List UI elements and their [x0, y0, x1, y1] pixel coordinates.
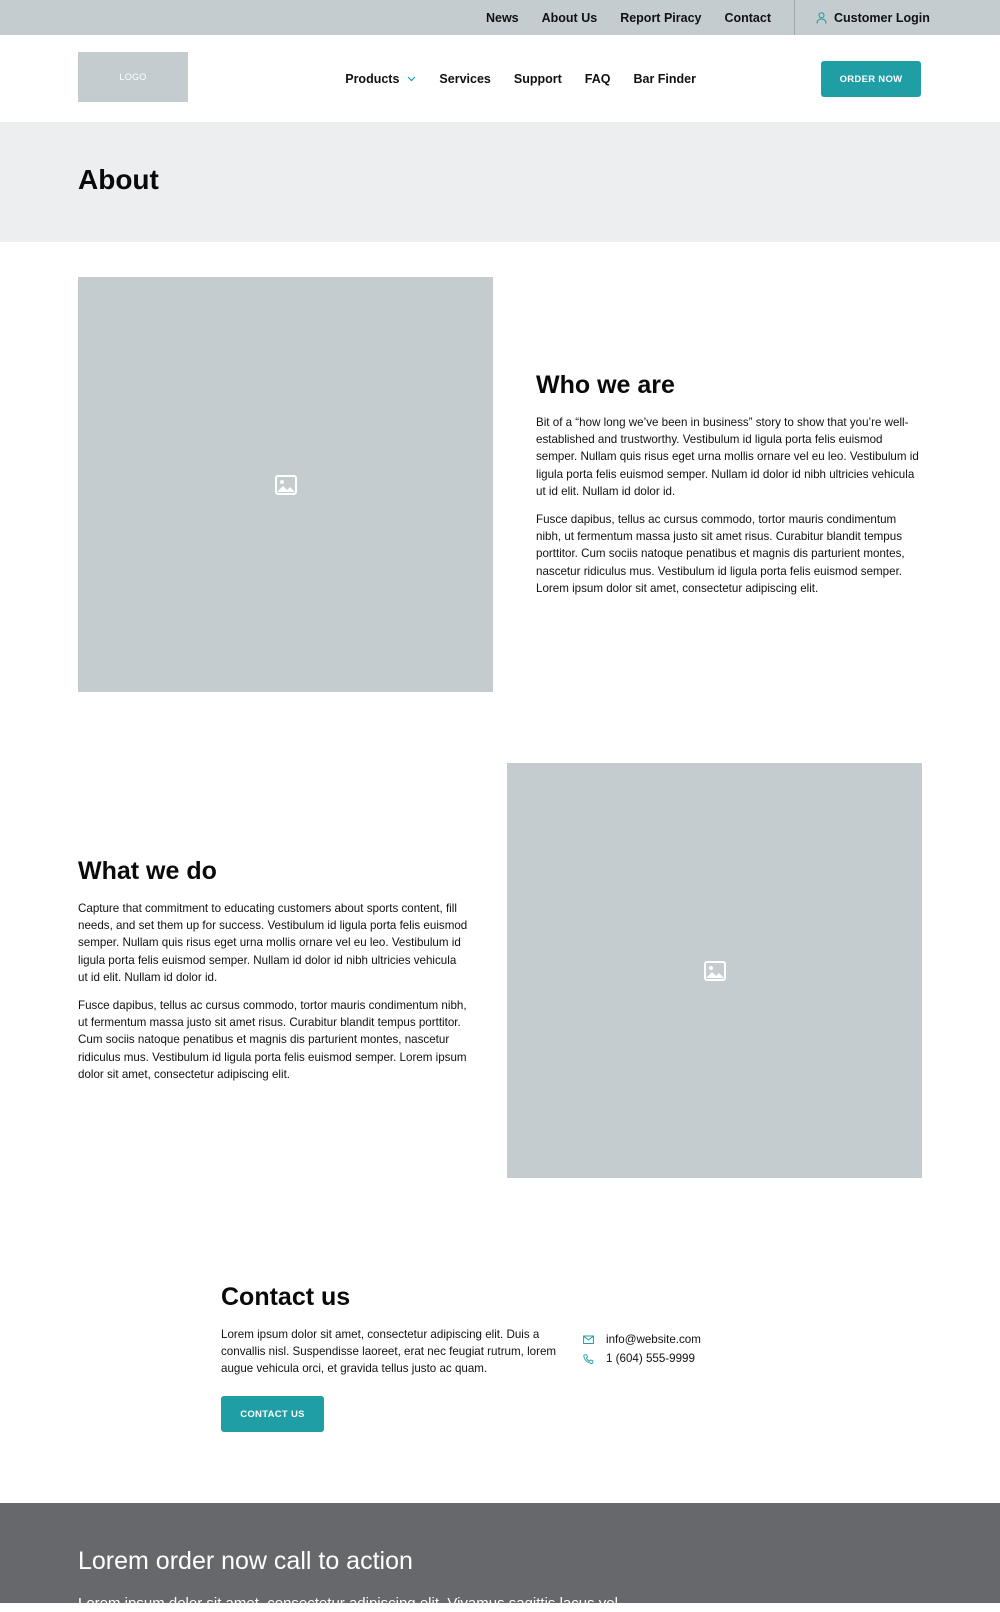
contact-email: info@website.com: [606, 1333, 701, 1346]
what-we-do-paragraph-2: Fusce dapibus, tellus ac cursus commodo, tortor mauris condimentum nibh, ut fermentum massa justo sit amet risus. Curabitur blandit tempus porttitor. Cum sociis natoque penatibus et magnis dis parturient montes, nascetur ridiculus mus. Vestibulum id ligula porta felis euismod semper. Lorem ipsum dolor sit amet, consectetur adipiscing elit.: [78, 999, 467, 1081]
image-icon: [704, 961, 726, 981]
what-we-do-image: [507, 763, 922, 1178]
logo[interactable]: LOGO: [78, 52, 188, 102]
nav-item-services[interactable]: Services: [439, 71, 491, 86]
image-icon: [275, 475, 297, 495]
order-now-button[interactable]: ORDER NOW: [821, 61, 921, 97]
cta-heading: Lorem order now call to action: [78, 1547, 413, 1575]
user-icon: [816, 12, 827, 24]
who-we-are-paragraph-2: Fusce dapibus, tellus ac cursus commodo, tortor mauris condimentum nibh, ut fermentum massa justo sit amet risus. Curabitur blandit tempus porttitor. Cum sociis natoque penatibus et magnis dis parturient montes, nascetur ridiculus mus. Vestibulum id ligula porta felis euismod semper. Lorem ipsum dolor sit amet, consectetur adipiscing elit.: [536, 513, 905, 595]
contact-info: [583, 1330, 701, 1368]
contact-phone-row[interactable]: [583, 1349, 701, 1368]
utility-link-contact[interactable]: Contact: [724, 10, 771, 25]
phone-icon: [583, 1354, 594, 1364]
page-title-band: [0, 122, 1000, 242]
main-nav: [345, 35, 696, 122]
who-we-are-section: [536, 370, 922, 608]
utility-divider: [794, 0, 795, 35]
what-we-do-heading: What we do: [78, 857, 217, 885]
nav-item-support[interactable]: Support: [513, 71, 562, 86]
mail-icon: [583, 1335, 594, 1345]
what-we-do-paragraph-1: Capture that commitment to educating customers about sports content, fill needs, and set them up for success. Vestibulum id ligula porta felis euismod semper. Nullam quis risus eget urna mollis ornare vel eu leo. Vestibulum id ligula porta felis euismod semper. Nullam id dolor id nibh ultricies vehicula ut id elit. Nullam id dolor id.: [78, 902, 468, 984]
utility-nav: [486, 0, 771, 35]
nav-item-bar-finder[interactable]: Bar Finder: [633, 71, 696, 86]
who-we-are-heading: Who we are: [536, 371, 675, 399]
call-to-action-band: [0, 1503, 1000, 1612]
utility-link-about-us[interactable]: About Us: [541, 10, 598, 25]
utility-link-news[interactable]: News: [485, 10, 519, 25]
contact-text: Lorem ipsum dolor sit amet, consectetur adipiscing elit. Duis a convallis nisl. Suspendisse laoreet, erat nec feugiat rutrum, lorem augue vehicula orci, et gravida tellus justo ac quam.: [221, 1328, 557, 1376]
who-we-are-paragraph-1: Bit of a “how long we’ve been in business” story to show that you’re well-established and trustworthy. Vestibulum id ligula porta felis euismod semper. Nullam quis risus eget urna mollis ornare vel eu leo. Vestibulum id ligula porta felis euismod semper. Nullam id dolor id nibh ultricies vehicula ut id elit. Nullam id dolor id.: [536, 416, 919, 498]
main-header: [0, 35, 1000, 122]
customer-login-link[interactable]: [816, 0, 930, 35]
nav-item-faq[interactable]: FAQ: [584, 71, 611, 86]
utility-bar: [0, 0, 1000, 35]
customer-login-label: Customer Login: [834, 10, 930, 25]
chevron-down-icon: [407, 76, 416, 82]
contact-us-button[interactable]: CONTACT US: [221, 1396, 324, 1432]
nav-item-products[interactable]: [345, 72, 416, 86]
what-we-do-section: [78, 856, 468, 1094]
nav-item-products-label: Products: [345, 71, 400, 86]
contact-heading: Contact us: [221, 1283, 351, 1311]
page-title: About: [78, 164, 159, 195]
contact-phone: 1 (604) 555-9999: [606, 1352, 695, 1365]
who-we-are-image: [78, 277, 493, 692]
contact-email-row[interactable]: [583, 1330, 701, 1349]
utility-link-report-piracy[interactable]: Report Piracy: [620, 10, 702, 25]
cta-text: Lorem ipsum dolor sit amet, consectetur adipiscing elit. Vivamus sagittis lacus vel: [78, 1595, 618, 1612]
